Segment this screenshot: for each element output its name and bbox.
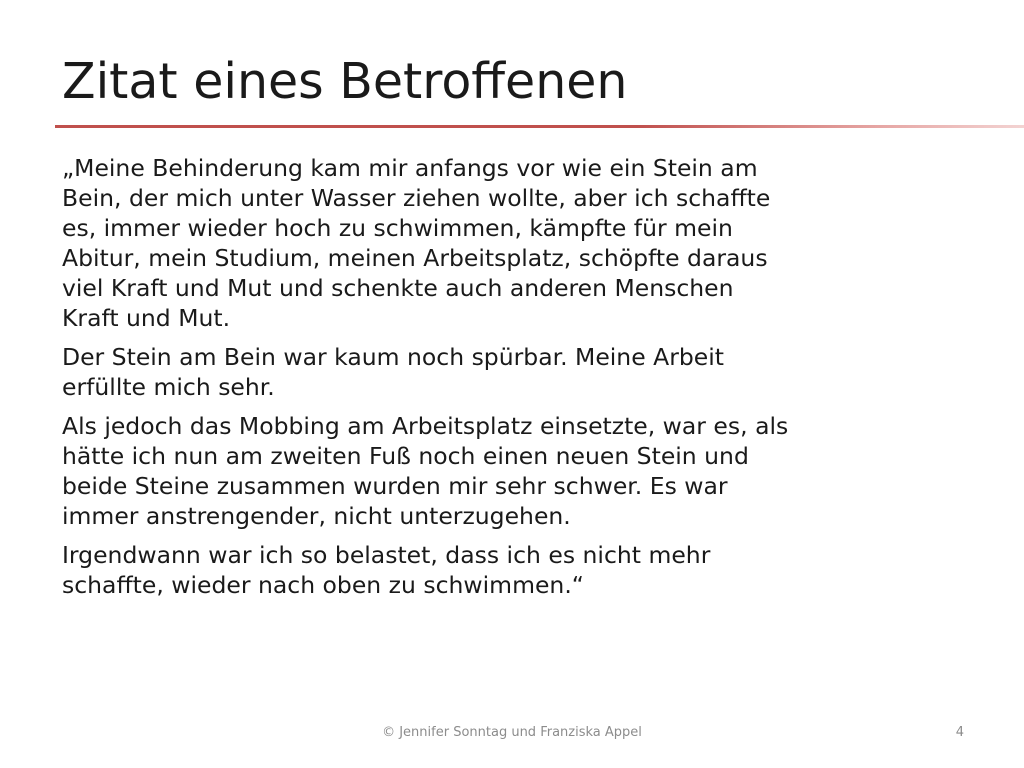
footer-copyright: © Jennifer Sonntag und Franziska Appel xyxy=(382,725,642,740)
title-divider xyxy=(55,125,1024,128)
quote-paragraph-3: Als jedoch das Mobbing am Arbeitsplatz einsetzte, war es, als hätte ich nun am zweiten Fuß noch einen neuen Stein und beide Steine zusammen wurden mir sehr schwer. Es war immer anstrengender, nicht unterzugehen. xyxy=(62,412,789,530)
slide-body xyxy=(62,153,1012,609)
page-number: 4 xyxy=(955,725,964,740)
quote-paragraph-1: „Meine Behinderung kam mir anfangs vor wie ein Stein am Bein, der mich unter Wasser ziehen wollte, aber ich schaffte es, immer wieder hoch zu schwimmen, kämpfte für mein Abitur, mein Studium, meinen Arbeitsplatz, schöpfte daraus viel Kraft und Mut und schenkte auch anderen Menschen Kraft und Mut. xyxy=(62,154,771,332)
quote-paragraph-4: Irgendwann war ich so belastet, dass ich es nicht mehr schaffte, wieder nach oben zu schwimmen.“ xyxy=(62,541,711,599)
quote-paragraph-2: Der Stein am Bein war kaum noch spürbar. Meine Arbeit erfüllte mich sehr. xyxy=(62,343,724,401)
slide-title: Zitat eines Betroffenen xyxy=(62,53,628,110)
